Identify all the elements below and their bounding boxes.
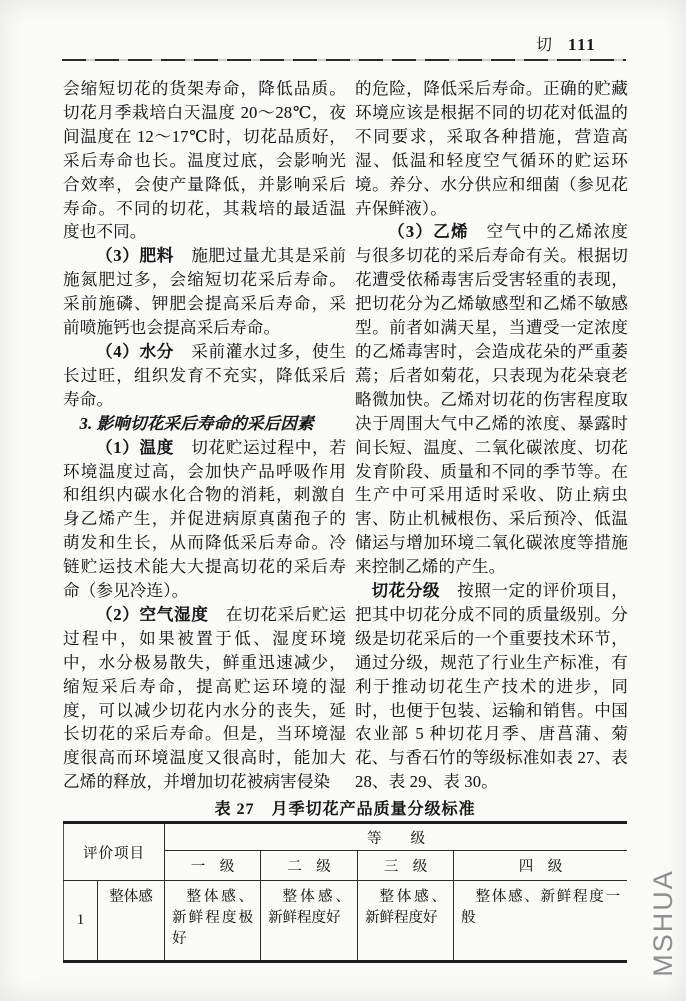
term-lead: （2）空气湿度 xyxy=(96,604,209,624)
entry-paragraph: 切花分级 按照一定的评价项目，把其中切花分成不同的质量级别。分级是切花采后的一个重要技术环节，通过分级，规范了行业生产标准，有利于推动切花生产技术的进步，同时，也便于包装、运输和销售。中国农业部 5 种切花月季、唐菖蒲、菊花、与香石竹的等级标准如表 27、表 28、表 29、表 30。 xyxy=(355,581,628,792)
grade-1-header: 一 级 xyxy=(165,851,261,881)
grade-2-cell: 整体感、新鲜程度好 xyxy=(261,881,358,962)
row-number: 1 xyxy=(76,912,85,928)
guide-word: 切 xyxy=(536,37,553,54)
table-header-row-1 xyxy=(64,823,628,851)
paragraph: （1）温度 切花贮运过程中，若环境温度过高，会加快产品呼吸作用和组织内碳水化合物的消耗，刺激自身乙烯产生，并促进病原真菌孢子的萌发和生长，从而降低采后寿命。冷链贮运技术能大大提高切花的采后寿命（参见冷连）。 xyxy=(63,437,346,601)
grade-3-header: 三 级 xyxy=(358,851,454,881)
page-number: 111 xyxy=(568,35,597,54)
paragraph: （4）水分 采前灌水过多，使生长过旺，组织发育不充实，降低采后寿命。 xyxy=(63,341,346,409)
right-text-column xyxy=(355,77,628,797)
grade-3-cell: 整体感、新鲜程度好 xyxy=(358,881,454,962)
watermark: MSHUA xyxy=(648,869,678,977)
paragraph: （2）空气湿度 在切花采后贮运过程中，如果被置于低、湿度环境中，水分极易散失，鲜重迅速减少，缩短采后寿命，提高贮运环境的湿度，可以减少切花内水分的丧失，延长切花的采后寿命。但是，当环境湿度很高而环境温度又很高时，能加大乙烯的释放，并增加切花被病害侵染 xyxy=(63,604,346,792)
table-caption: 表 27 月季切花产品质量分级标准 xyxy=(214,801,476,818)
header-rule xyxy=(62,59,626,61)
grade-1-cell: 整体感、新鲜程度极好 xyxy=(165,881,261,962)
term-lead: （4）水分 xyxy=(96,341,175,361)
grade-group-header: 等 级 xyxy=(165,823,628,851)
eval-item-cell: 整体感 xyxy=(98,881,165,962)
page-header xyxy=(536,32,596,55)
grade-4-cell: 整体感、新鲜程度一般 xyxy=(454,881,628,962)
grade-4-header: 四 级 xyxy=(454,851,628,881)
left-text-column xyxy=(63,77,346,797)
eval-items-header: 评价项目 xyxy=(64,823,165,881)
section-heading: 3. 影响切花采后寿命的采后因素 xyxy=(79,413,314,433)
grading-table xyxy=(63,821,627,963)
paragraph: 会缩短切花的货架寿命，降低品质。切花月季栽培白天温度 20～28℃，夜间温度在 12～17℃时，切花品质好，采后寿命也长。温度过底，会影响光合效率，会使产量降低，并影响采后寿命。不同的切花，其栽培的最适温度也不同。 xyxy=(63,79,346,242)
table-row xyxy=(64,881,628,962)
term-lead: （3）乙烯 xyxy=(388,222,469,242)
paragraph: 的危险，降低采后寿命。正确的贮藏环境应该是根据不同的切花对低温的不同要求，采取各种措施，营造高湿、低温和轻度空气循环的贮运环境。养分、水分供应和细菌（参见花卉保鲜液）。 xyxy=(355,79,628,218)
term-lead: （3）肥料 xyxy=(96,246,175,266)
grade-2-header: 二 级 xyxy=(261,851,358,881)
paragraph: （3）乙烯 空气中的乙烯浓度与很多切花的采后寿命有关。根据切花遭受依稀毒害后受害轻重的表现，把切花分为乙烯敏感型和乙烯不敏感型。前者如满天星，当遭受一定浓度的乙烯毒害时，会造成花朵的严重萎蔫；后者如菊花，只表现为花朵衰老略微加快。乙烯对切花的伤害程度取决于周围大气中乙烯的浓度、暴露时间长短、温度、二氧化碳浓度、切花发育阶段、质量和不同的季节等。在生产中可采用适时采收、防止病虫害、防止机械根伤、采后预冷、低温储运与增加环境二氧化碳浓度等措施来控制乙烯的产生。 xyxy=(355,222,628,577)
paragraph: （3）肥料 施肥过量尤其是采前施氮肥过多，会缩短切花采后寿命。采前施磷、钾肥会提高采后寿命，采前喷施钙也会提高采后寿命。 xyxy=(63,246,346,338)
term-lead: 切花分级 xyxy=(371,581,441,601)
term-lead: （1）温度 xyxy=(96,437,175,457)
